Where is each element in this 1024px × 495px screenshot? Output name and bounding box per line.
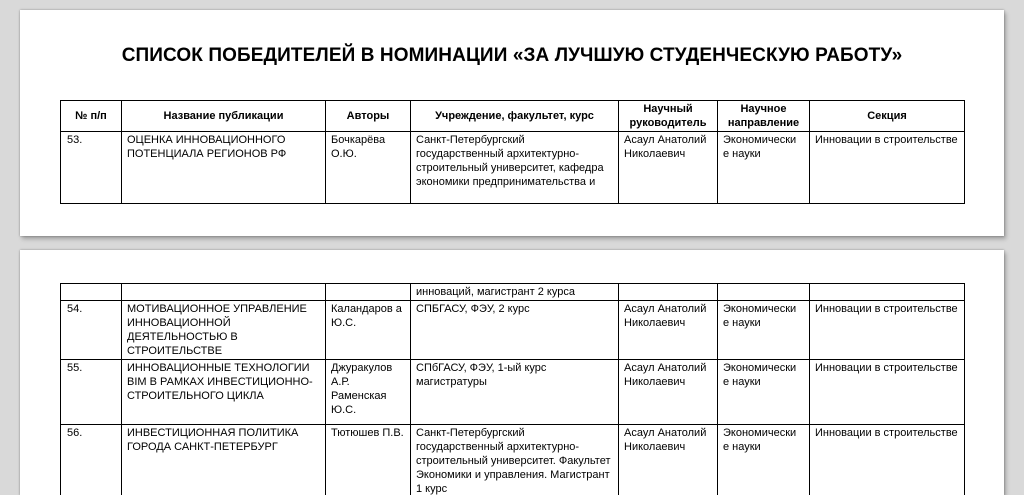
document-page-1	[20, 10, 1004, 236]
header-authors: Авторы	[326, 101, 411, 132]
cell-supervisor: Асаул Анатолий Николаевич	[619, 425, 718, 495]
header-institution: Учреждение, факультет, курс	[411, 101, 619, 132]
table-row-continuation	[61, 284, 965, 301]
cell-title	[122, 284, 326, 301]
winners-table-part-2	[60, 283, 965, 495]
header-title: Название публикации	[122, 101, 326, 132]
cell-section: Инновации в строительстве	[810, 425, 965, 495]
table-row	[61, 425, 965, 495]
cell-authors	[326, 284, 411, 301]
table-header-row	[61, 101, 965, 132]
cell-direction: Экономически е науки	[718, 425, 810, 495]
cell-section: Инновации в строительстве	[810, 360, 965, 425]
cell-authors: Джуракулов А.Р. Раменская Ю.С.	[326, 360, 411, 425]
table-row	[61, 301, 965, 360]
cell-institution: Санкт-Петербургский государственный архитектурно-строительный университет, кафедра экономики предпринимательства и	[411, 132, 619, 204]
cell-institution: инноваций, магистрант 2 курса	[411, 284, 619, 301]
cell-authors: Тютюшев П.В.	[326, 425, 411, 495]
cell-num: 54.	[61, 301, 122, 360]
header-section: Секция	[810, 101, 965, 132]
cell-num	[61, 284, 122, 301]
cell-direction: Экономически е науки	[718, 360, 810, 425]
cell-title: ИНВЕСТИЦИОННАЯ ПОЛИТИКА ГОРОДА САНКТ-ПЕТЕРБУРГ	[122, 425, 326, 495]
cell-section	[810, 284, 965, 301]
cell-direction: Экономически е науки	[718, 132, 810, 204]
cell-section: Инновации в строительстве	[810, 132, 965, 204]
document-title: СПИСОК ПОБЕДИТЕЛЕЙ В НОМИНАЦИИ «ЗА ЛУЧШУЮ СТУДЕНЧЕСКУЮ РАБОТУ»	[20, 45, 1004, 67]
cell-num: 53.	[61, 132, 122, 204]
cell-institution: Санкт-Петербургский государственный архитектурно-строительный университет. Факультет Экономики и управления. Магистрант 1 курс	[411, 425, 619, 495]
cell-section: Инновации в строительстве	[810, 301, 965, 360]
document-page-2	[20, 250, 1004, 495]
cell-title: ИННОВАЦИОННЫЕ ТЕХНОЛОГИИ BIM В РАМКАХ ИНВЕСТИЦИОННО-СТРОИТЕЛЬНОГО ЦИКЛА	[122, 360, 326, 425]
table-row	[61, 132, 965, 204]
cell-direction: Экономически е науки	[718, 301, 810, 360]
cell-supervisor	[619, 284, 718, 301]
cell-supervisor: Асаул Анатолий Николаевич	[619, 132, 718, 204]
table-row	[61, 360, 965, 425]
header-direction: Научное направление	[718, 101, 810, 132]
header-num: № п/п	[61, 101, 122, 132]
cell-institution: СПбГАСУ, ФЭУ, 1-ый курс магистратуры	[411, 360, 619, 425]
cell-supervisor: Асаул Анатолий Николаевич	[619, 360, 718, 425]
cell-num: 55.	[61, 360, 122, 425]
cell-institution: СПБГАСУ, ФЭУ, 2 курс	[411, 301, 619, 360]
header-supervisor: Научный руководитель	[619, 101, 718, 132]
cell-supervisor: Асаул Анатолий Николаевич	[619, 301, 718, 360]
winners-table-part-1	[60, 100, 965, 204]
cell-authors: Бочкарёва О.Ю.	[326, 132, 411, 204]
cell-title: МОТИВАЦИОННОЕ УПРАВЛЕНИЕ ИННОВАЦИОННОЙ ДЕЯТЕЛЬНОСТЬЮ В СТРОИТЕЛЬСТВЕ	[122, 301, 326, 360]
cell-direction	[718, 284, 810, 301]
cell-num: 56.	[61, 425, 122, 495]
cell-authors: Каландаров а Ю.С.	[326, 301, 411, 360]
cell-title: ОЦЕНКА ИННОВАЦИОННОГО ПОТЕНЦИАЛА РЕГИОНОВ РФ	[122, 132, 326, 204]
